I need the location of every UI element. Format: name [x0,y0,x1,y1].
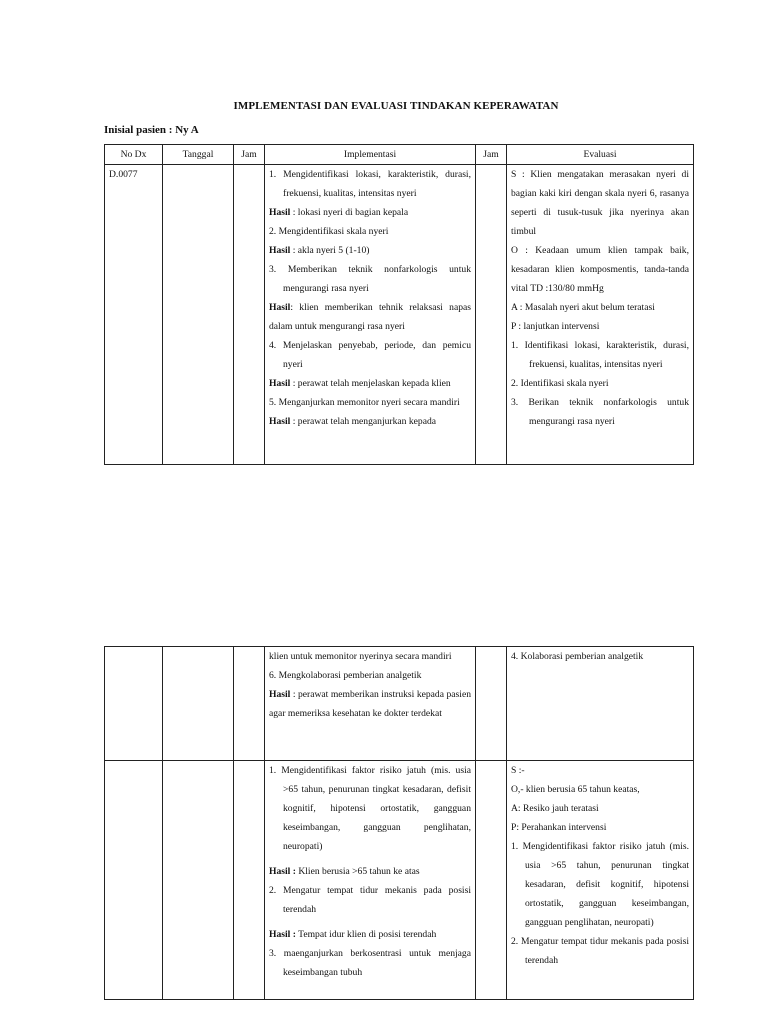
cell-implementasi [265,761,476,1000]
table-row [105,165,694,465]
cell-jam [234,165,265,465]
table-header-row [105,145,694,165]
eval-plan: P : lanjutkan intervensi [511,321,600,332]
nursing-table-page1 [104,144,694,465]
result-text: : perawat telah menjelaskan kepada klien [290,378,451,389]
result-text: : perawat telah menganjurkan kepada [290,416,437,427]
header-evaluasi: Evaluasi [507,145,694,165]
impl-result-1 [269,203,471,222]
impl-item-5: 5. Menganjurkan memonitor nyeri secara mandiri [269,397,460,408]
eval-plan-item-3: 3. Berikan teknik nonfarkologis untuk mengurangi rasa nyeri [511,397,689,427]
cell-jam-2 [476,761,507,1000]
header-no-dx: No Dx [105,145,163,165]
eval-objective: O,- klien berusia 65 tahun keatas, [511,784,640,795]
cell-jam [234,761,265,1000]
impl-result-3 [269,298,471,336]
cell-evaluasi [507,647,694,761]
result-label: Hasil [269,302,291,313]
impl-result-2 [269,925,471,944]
result-label: Hasil [269,207,291,218]
result-label: Hasil : [269,929,296,940]
header-tanggal: Tanggal [163,145,234,165]
result-label: Hasil [269,378,291,389]
document-title: IMPLEMENTASI DAN EVALUASI TINDAKAN KEPERAWATAN [233,100,559,112]
cell-evaluasi [507,165,694,465]
header-implementasi: Implementasi [265,145,476,165]
cell-no-dx: D.0077 [105,165,163,465]
result-text: : klien memberikan tehnik relaksasi napas dalam untuk mengurangi rasa nyeri [269,302,471,332]
impl-result-1 [269,862,471,881]
header-jam: Jam [234,145,265,165]
cell-no-dx [105,761,163,1000]
eval-assessment: A : Masalah nyeri akut belum teratasi [511,302,655,313]
eval-subjective: S :- [511,765,525,776]
impl-item-2: 2. Mengatur tempat tidur mekanis pada posisi terendah [269,885,471,915]
header-jam-2: Jam [476,145,507,165]
cell-jam-2 [476,647,507,761]
cell-implementasi [265,647,476,761]
eval-assessment: A: Resiko jauh teratasi [511,803,599,814]
impl-item-1: 1. Mengidentifikasi faktor risiko jatuh (mis. usia >65 tahun, penurunan tingkat kesadaran, defisit kognitif, hipotensi ortostatik, gangguan keseimbangan, gangguan penglihatan, neuropati) [269,765,471,852]
impl-continuation: klien untuk memonitor nyerinya secara mandiri [269,651,452,662]
impl-item-1: 1. Mengidentifikasi lokasi, karakteristik, durasi, frekuensi, kualitas, intensitas nyeri [269,169,471,199]
result-text: : lokasi nyeri di bagian kepala [290,207,409,218]
cell-tanggal [163,165,234,465]
result-text: : akla nyeri 5 (1-10) [290,245,370,256]
eval-plan-item-2: 2. Identifikasi skala nyeri [511,378,609,389]
impl-item-4: 4. Menjelaskan penyebab, periode, dan pemicu nyeri [269,340,471,370]
impl-result-4 [269,374,471,393]
result-text: Tempat idur klien di posisi terendah [295,929,437,940]
cell-no-dx [105,647,163,761]
impl-item-3: 3. maenganjurkan berkosentrasi untuk menjaga keseimbangan tubuh [269,948,471,978]
cell-implementasi [265,165,476,465]
eval-plan-item-1: 1. Identifikasi lokasi, karakteristik, durasi, frekuensi, kualitas, intensitas nyeri [511,340,689,370]
cell-evaluasi [507,761,694,1000]
impl-result-5 [269,412,471,431]
table-row [105,647,694,761]
result-text: : perawat memberikan instruksi kepada pasien agar memeriksa kesehatan ke dokter terdekat [269,689,471,719]
impl-item-6: 6. Mengkolaborasi pemberian analgetik [269,670,422,681]
eval-plan-item-1: 1. Mengidentifikasi faktor risiko jatuh (mis. usia >65 tahun, penurunan tingkat kesadaran, defisit kognitif, hipotensi ortostatik, gangguan keseimbangan, gangguan penglihatan, neuropati) [511,841,689,928]
nursing-table-page2 [104,646,694,1000]
table-row [105,761,694,1000]
eval-subjective: S : Klien mengatakan merasakan nyeri di bagian kaki kiri dengan skala nyeri 6, rasanya seperti di tusuk-tusuk jika nyerinya akan timbul [511,169,689,237]
result-label: Hasil [269,245,291,256]
patient-initial: Inisial pasien : Ny A [104,124,199,136]
cell-jam [234,647,265,761]
cell-tanggal [163,761,234,1000]
cell-jam-2 [476,165,507,465]
impl-result-6 [269,685,471,723]
eval-objective: O : Keadaan umum klien tampak baik, kesadaran klien komposmentis, tanda-tanda vital TD :130/80 mmHg [511,245,689,294]
impl-item-2: 2. Mengidentifikasi skala nyeri [269,226,389,237]
eval-plan-item-2: 2. Mengatur tempat tidur mekanis pada posisi terendah [511,936,689,966]
result-text: Klien berusia >65 tahun ke atas [295,866,420,877]
result-label: Hasil : [269,866,296,877]
impl-item-3: 3. Memberikan teknik nonfarkologis untuk mengurangi rasa nyeri [269,264,471,294]
eval-plan-item-4: 4. Kolaborasi pemberian analgetik [511,651,644,662]
eval-plan: P: Perahankan intervensi [511,822,607,833]
result-label: Hasil [269,416,291,427]
cell-tanggal [163,647,234,761]
impl-result-2 [269,241,471,260]
result-label: Hasil [269,689,291,700]
